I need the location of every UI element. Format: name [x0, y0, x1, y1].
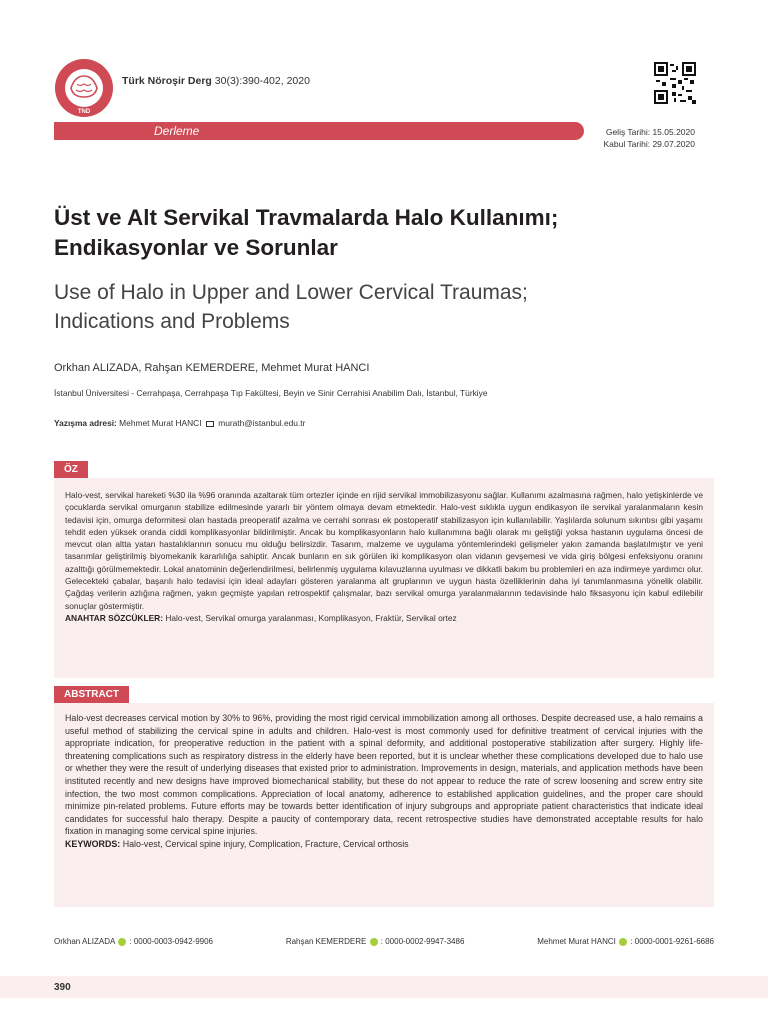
logo-abbr: TND — [77, 109, 91, 115]
journal-logo — [54, 58, 114, 118]
correspondence-label: Yazışma adresi: — [54, 418, 117, 428]
abstract-keywords-text: Halo-vest, Cervical spine injury, Complication, Fracture, Cervical orthosis — [120, 838, 409, 849]
footer-band — [0, 976, 768, 998]
title-turkish-line-1: Üst ve Alt Servikal Travmalarda Halo Kullanımı; — [54, 205, 559, 230]
title-english-line-1: Use of Halo in Upper and Lower Cervical Traumas; — [54, 281, 528, 304]
received-date: Geliş Tarihi: 15.05.2020 — [605, 127, 695, 137]
abstract-keywords-label: KEYWORDS: — [65, 838, 121, 849]
orcid-id: : 0000-0002-9947-3486 — [378, 937, 465, 946]
oz-body-block — [65, 489, 703, 624]
title-turkish-line-2: Endikasyonlar ve Sorunlar — [54, 235, 338, 260]
orcid-id: : 0000-0001-9261-6686 — [628, 937, 714, 946]
oz-keywords — [65, 612, 703, 624]
orcid-row — [54, 937, 714, 946]
correspondence-name: Mehmet Murat HANCI — [116, 418, 204, 428]
oz-keywords-text: Halo-vest, Servikal omurga yaralanması, Komplikasyon, Fraktür, Servikal ortez — [163, 612, 457, 623]
orcid-author-name: Rahşan KEMERDERE — [285, 937, 367, 946]
orcid-entry — [54, 937, 213, 946]
abstract-body: Halo-vest decreases cervical motion by 30% to 96%, providing the most rigid cervical immobilization among all orthoses. Despite decreased use, a halo remains a useful method of stabilizing the cervical spine in adults and children. Halo-vest is most commonly used for definitive treatment of cervical injuries with the appropriate indication, for preoperative reduction in the patient with a spinal deformity, and additional postoperative stabilization after surgery. Highly life-threatening complications such as respiratory distress in the elderly have been reported, but it is unclear whether these complications developed due to halo use or whether they were the result of underlying diseases that existed prior to administration. Improvements in design, materials, and application methods have been instituted recently and new designs have improved biomechanical stability, but these do not appear to reduce the rate of screw loosening and screw entry site infection, the two most common complications. Appreciation of local anatomy, adherence to established application guidelines, and the proper care should minimize pin-related problems. Future efforts may be towards better identification of injury subgroups and appropriate patient characteristics that indicate ideal candidates for successful halo therapy. Despite a paucity of contemporary data, recent retrospective studies have demonstrated acceptable results for halo fixation in managing some cervical spine injuries. — [65, 713, 703, 837]
journal-citation — [122, 75, 310, 87]
section-type-label: Derleme — [154, 124, 200, 138]
title-english-line-2: Indications and Problems — [54, 310, 290, 333]
orcid-icon[interactable] — [370, 938, 378, 946]
orcid-author-name: Mehmet Murat HANCI — [537, 937, 616, 946]
affiliation: İstanbul Üniversitesi - Cerrahpaşa, Cerrahpaşa Tıp Fakültesi, Beyin ve Sinir Cerrahisi Anabilim Dalı, İstanbul, Türkiye — [54, 388, 488, 398]
orcid-entry — [537, 937, 714, 946]
article-dates — [603, 126, 695, 150]
oz-body: Halo-vest, servikal hareketi %30 ila %96 oranında azaltarak tüm ortezler içinde en rijid servikal immobilizasyonu sağlar. Kullanımı azalmasına rağmen, halo yetişkinlerde ve çocuklarda servikal omurganın stabilize edilmesinde yararlı bir yöntem olmaya devam etmektedir. Halo-vest sıklıkla uygun endikasyon ile servikal yaralanmaların kesin tedavisi için, omurga deformitesi olan hastada preoperatif azalma ve cerrahi sonrası ek postoperatif stabilizasyon için kullanılabilir. Yaşlılarda solunum sıkıntısı gibi yaşamı tehdit eden yüksek oranda ciddi komplikasyonlar bildirilmiştir. Ancak bu komplikasyonların halo kullanımına bağlı olarak mı geliştiği yoksa hastanın uygulama öncesi de mevcut olan altta yatan hastalıklarının sonucu mu olduğu belirsizdir. Tasarım, malzeme ve uygulama yöntemlerindeki gelişmeler yakın zamanda başlatılmıştır ve yeni tasarımlar geliştirilmiş biyomekanik kararlılığa sahiptir. Ancak bunların en sık görülen iki komplikasyon olan vidanın gevşemesi ve vida giriş bölgesi enfeksiyonu oranını azalttığı görülmemektedir. Lokal anatominin değerlendirilmesi, belirlenmiş uygulama kılavuzlarına uyulması ve dikkatli bakım bu problemleri en aza indirmeye yardımcı olur. Gelecekteki çabalar, başarılı halo tedavisi için ideal adayları gösteren yaralanma alt gruplarının ve uygun hasta özelliklerinin daha iyi tanımlanmasına yönelik olabilir. Çağdaş verilerin azlığına rağmen, yakın geçmişte yapılan retrospektif çalışmalar, bazı servikal omurga yaralanmalarının tedavisinde halo fiksasyonu için kabul edilebilir sonuçlar göstermiştir. — [65, 490, 703, 611]
correspondence — [54, 418, 305, 428]
qr-code-icon — [654, 62, 696, 104]
title-english — [54, 278, 694, 336]
correspondence-email[interactable]: murath@istanbul.edu.tr — [215, 418, 306, 428]
page-number: 390 — [54, 982, 71, 993]
abstract-heading: ABSTRACT — [54, 686, 129, 703]
orcid-entry — [286, 937, 465, 946]
accepted-date: Kabul Tarihi: 29.07.2020 — [603, 139, 695, 149]
orcid-author-name: Orkhan ALIZADA — [54, 937, 115, 946]
abstract-keywords — [65, 838, 703, 851]
title-turkish — [54, 203, 694, 263]
orcid-icon[interactable] — [118, 938, 126, 946]
journal-name: Türk Nöroşir Derg — [122, 75, 212, 87]
envelope-icon — [206, 421, 214, 427]
oz-heading: ÖZ — [54, 461, 88, 478]
orcid-icon[interactable] — [619, 938, 627, 946]
abstract-body-block — [65, 712, 703, 851]
author-list: Orkhan ALIZADA, Rahşan KEMERDERE, Mehmet Murat HANCI — [54, 362, 370, 374]
oz-keywords-label: ANAHTAR SÖZCÜKLER: — [65, 612, 164, 623]
section-band — [54, 122, 584, 140]
journal-ref: 30(3):390-402, 2020 — [211, 75, 310, 87]
orcid-id: : 0000-0003-0942-9906 — [127, 937, 214, 946]
